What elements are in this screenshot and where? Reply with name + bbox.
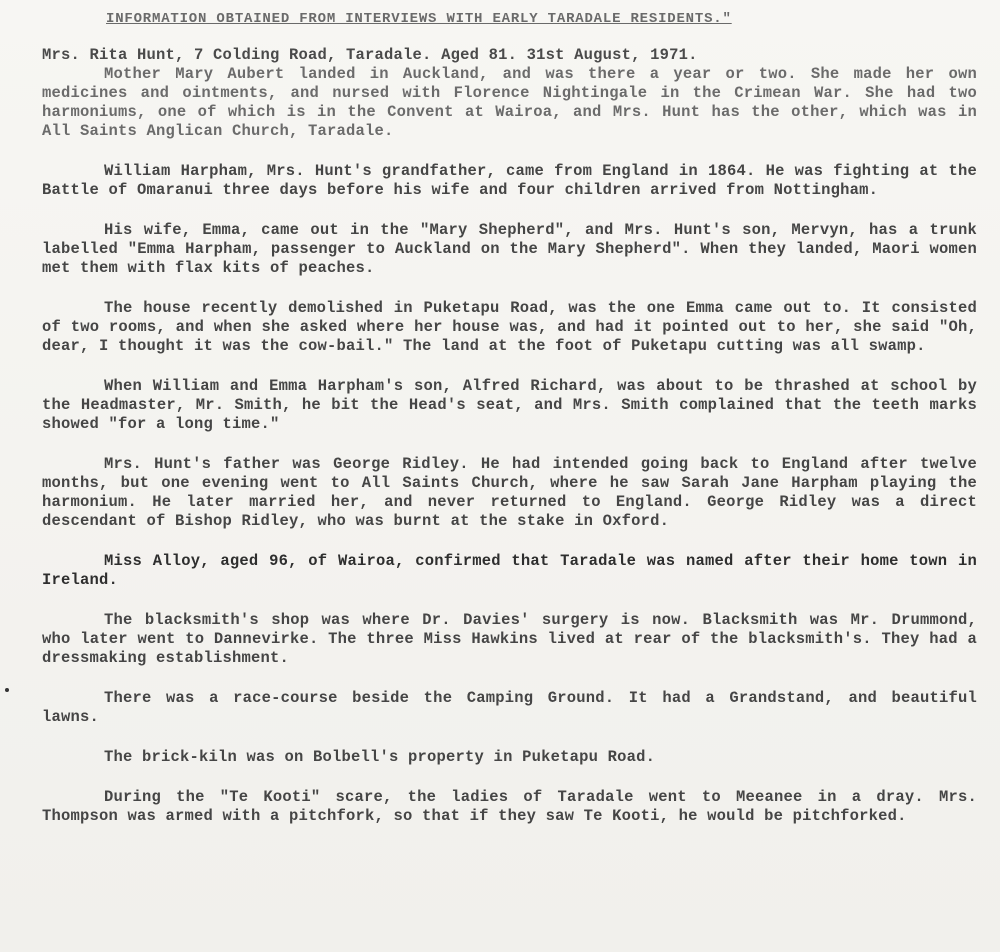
paragraph-puketapu-house: The house recently demolished in Puketapu Road, was the one Emma came out to. It consisted of two rooms, and when she asked where her house was, and had it pointed out to her, she said "Oh, dear, I thought it was the cow-bail." The land at the foot of Puketapu cutting was all swamp. [42, 299, 977, 355]
interview-heading: Mrs. Rita Hunt, 7 Colding Road, Taradale. Aged 81. 31st August, 1971. [42, 46, 698, 64]
paragraph-brick-kiln: The brick-kiln was on Bolbell's property in Puketapu Road. [104, 748, 656, 766]
paragraph-te-kooti: During the "Te Kooti" scare, the ladies of Taradale went to Meeanee in a dray. Mrs. Thompson was armed with a pitchfork, so that if they saw Te Kooti, he would be pitchforked. [42, 788, 977, 825]
paragraph-william-harpham: William Harpham, Mrs. Hunt's grandfather, came from England in 1864. He was fighting at the Battle of Omaranui three days before his wife and four children arrived from Nottingham. [42, 162, 977, 199]
paragraph-alfred-richard: When William and Emma Harpham's son, Alfred Richard, was about to be thrashed at school by the Headmaster, Mr. Smith, he bit the Head's seat, and Mrs. Smith complained that the teeth marks showed "for a long time." [42, 377, 977, 433]
paragraph-george-ridley: Mrs. Hunt's father was George Ridley. He had intended going back to England after twelve months, but one evening went to All Saints Church, where he saw Sarah Jane Harpham playing the harmonium. He later married her, and never returned to England. George Ridley was a direct descendant of Bishop Ridley, who was burnt at the stake in Oxford. [42, 455, 977, 530]
paragraph-blacksmith: The blacksmith's shop was where Dr. Davies' surgery is now. Blacksmith was Mr. Drummond, who later went to Dannevirke. The three Miss Hawkins lived at rear of the blacksmith's. They had a dressmaking establishment. [42, 611, 977, 667]
paragraph-emma-harpham: His wife, Emma, came out in the "Mary Shepherd", and Mrs. Hunt's son, Mervyn, has a trunk labelled "Emma Harpham, passenger to Auckland on the Mary Shepherd". When they landed, Maori women met them with flax kits of peaches. [42, 221, 977, 277]
paragraph-mother-aubert: Mother Mary Aubert landed in Auckland, and was there a year or two. She made her own medicines and ointments, and nursed with Florence Nightingale in the Crimean War. She had two harmoniums, one of which is in the Convent at Wairoa, and Mrs. Hunt has the other, which was in All Saints Anglican Church, Taradale. [42, 65, 977, 140]
typed-document [42, 10, 977, 847]
paragraph-miss-alloy: Miss Alloy, aged 96, of Wairoa, confirmed that Taradale was named after their home town in Ireland. [42, 552, 977, 589]
paragraph-race-course: There was a race-course beside the Camping Ground. It had a Grandstand, and beautiful lawns. [42, 689, 977, 726]
document-title: INFORMATION OBTAINED FROM INTERVIEWS WITH EARLY TARADALE RESIDENTS." [106, 11, 732, 27]
paper-mark [5, 688, 9, 692]
